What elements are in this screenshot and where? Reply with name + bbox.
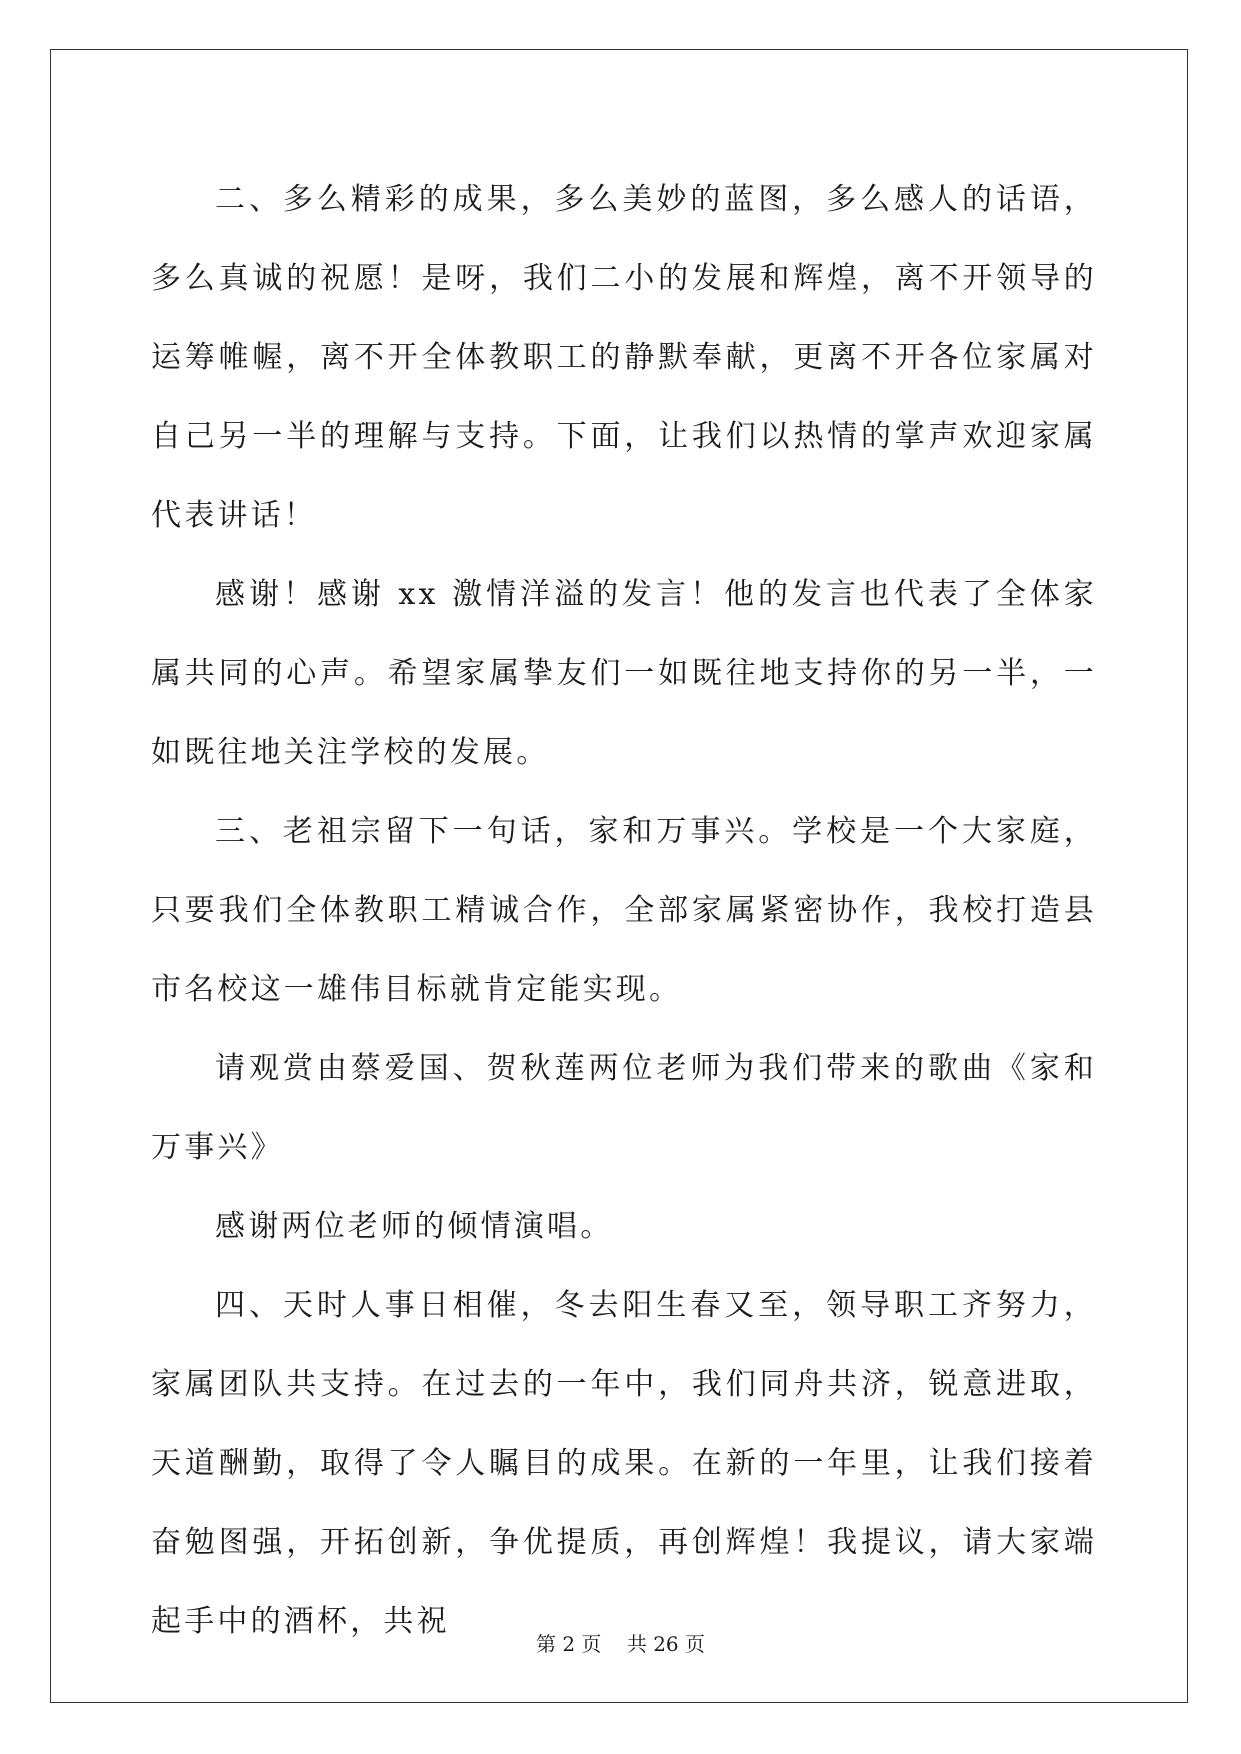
paragraph: 感谢两位老师的倾情演唱。 [215,1209,614,1244]
paragraph: 请观赏由蔡爱国、贺秋莲两位老师为我们带来的歌曲《家和万事兴》 [151,1051,1097,1165]
paragraph: 二、多么精彩的成果，多么美妙的蓝图，多么感人的话语，多么真诚的祝愿！是呀，我们二小的发展和辉煌，离不开领导的运筹帷幄，离不开全体教职工的静默奉献，更离不开各位家属对自己另一半的理解与支持。下面，让我们以热情的掌声欢迎家属代表讲话！ [151,182,1097,533]
paragraph: 三、老祖宗留下一句话，家和万事兴。学校是一个大家庭，只要我们全体教职工精诚合作，全部家属紧密协作，我校打造县市名校这一雄伟目标就肯定能实现。 [151,814,1097,1007]
paragraph: 感谢！感谢 xx 激情洋溢的发言！他的发言也代表了全体家属共同的心声。希望家属挚友们一如既往地支持你的另一半，一如既往地关注学校的发展。 [151,577,1097,770]
paragraph: 四、天时人事日相催，冬去阳生春又至，领导职工齐努力，家属团队共支持。在过去的一年中，我们同舟共济，锐意进取，天道酬勤，取得了令人瞩目的成果。在新的一年里，让我们接着奋勉图强，开拓创新，争优提质，再创辉煌！我提议，请大家端起手中的酒杯，共祝 [151,1288,1097,1639]
document-body [151,160,1097,1661]
page-number: 第 2 页 共 26 页 [535,1632,706,1656]
